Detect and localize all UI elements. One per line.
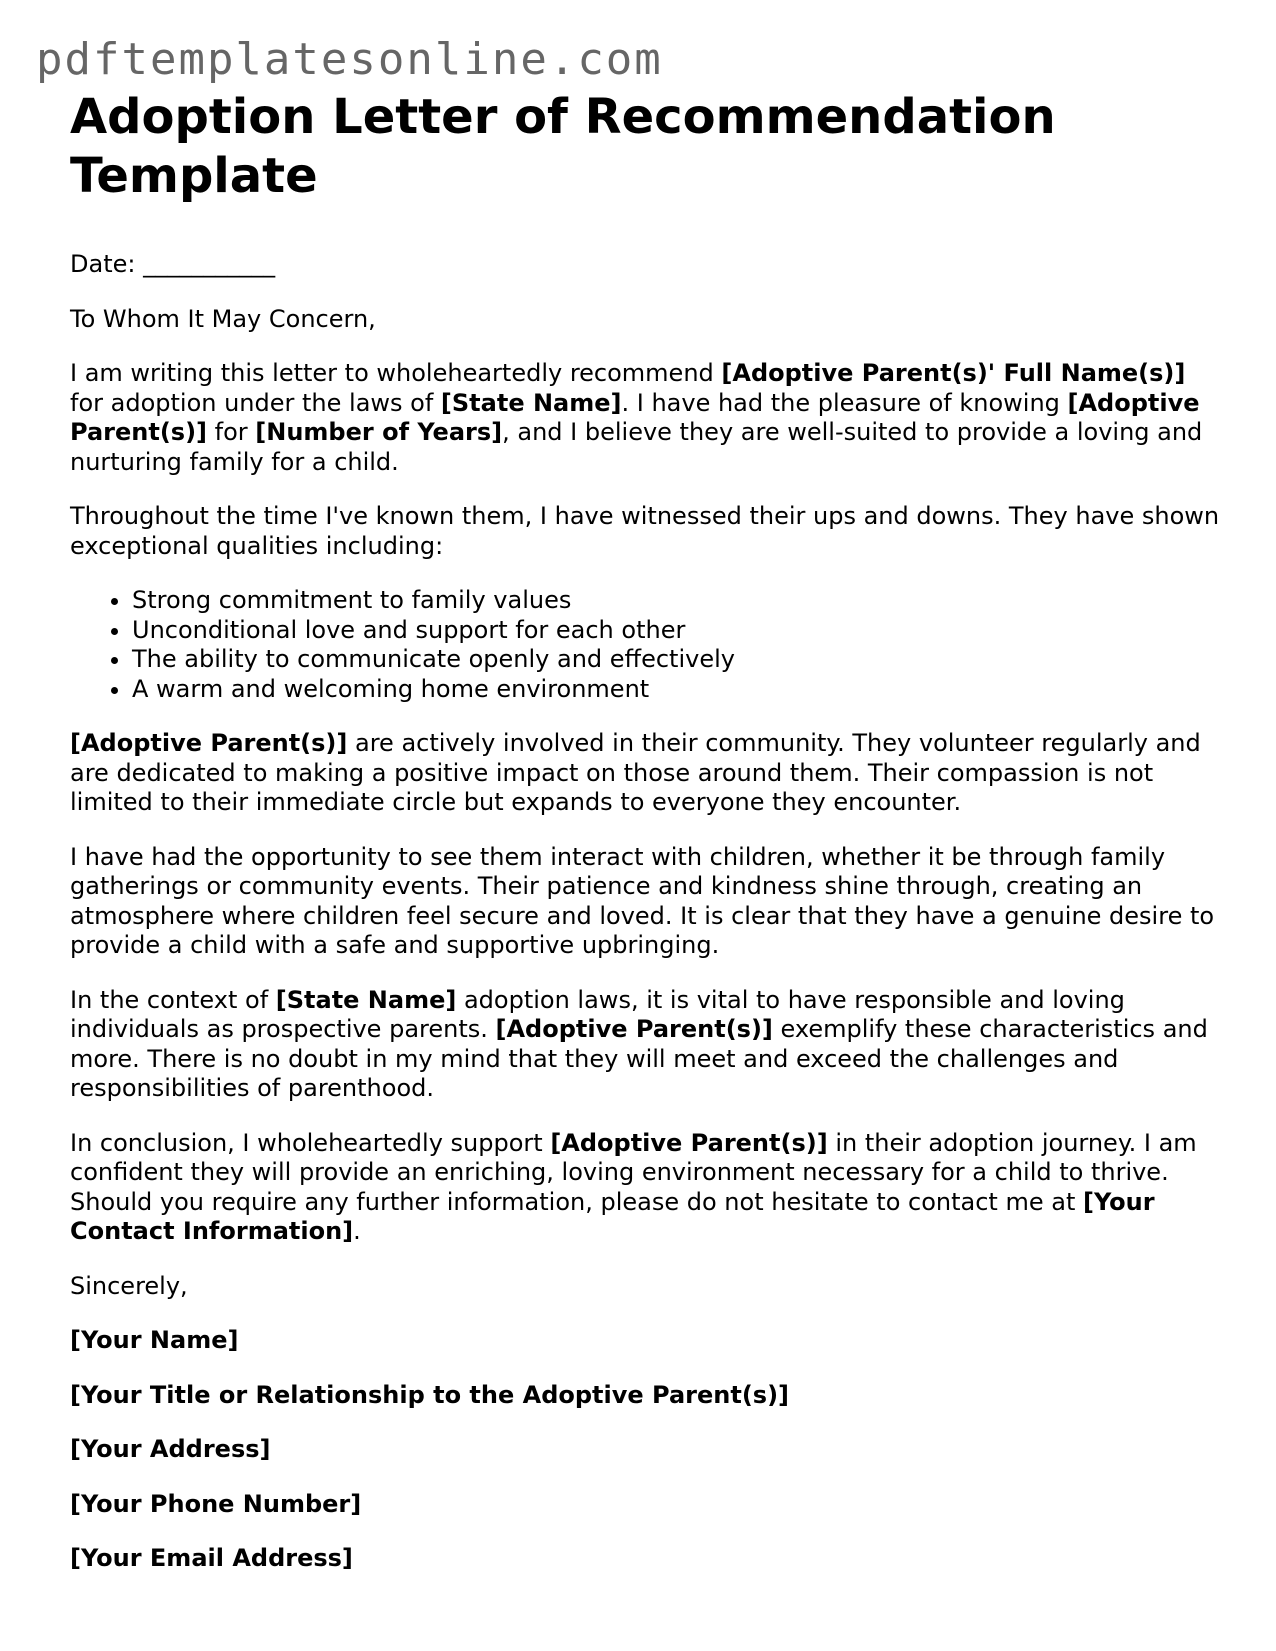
text-segment: for adoption under the laws of: [70, 388, 441, 417]
text-segment: exemplify these characteristics and more. There is no doubt in my mind that they will meet and exceed the challenges and responsibilities of parenthood.: [70, 1015, 1208, 1102]
paragraph-state-laws: [70, 986, 1220, 1104]
text-segment: are actively involved in their community. They volunteer regularly and are dedicated to making a positive impact on those around them. Their compassion is not limited to their immediate circle but expands to everyone they encounter.: [70, 729, 1201, 816]
paragraph-qualities-intro: Throughout the time I've known them, I have witnessed their ups and downs. They have shown exceptional qualities including:: [70, 502, 1220, 560]
placeholder-state-name: [State Name]: [440, 388, 622, 417]
signature-title: [Your Title or Relationship to the Adoptive Parent(s)]: [70, 1380, 790, 1409]
signature-block: [70, 1326, 1220, 1574]
placeholder-adoptive-parents: [Adoptive Parent(s)]: [70, 729, 348, 757]
placeholder-adoptive-parents: [Adoptive Parent(s)]: [550, 1128, 828, 1157]
signature-address: [Your Address]: [70, 1435, 271, 1463]
page-title: Adoption Letter of Recommendation Template: [70, 89, 1056, 204]
text-segment: .: [353, 1217, 361, 1245]
date-line: Date: ___________: [70, 250, 276, 278]
text-segment: , and I believe they are well-suited to provide a loving and nurturing family for a child.: [70, 418, 1203, 476]
placeholder-contact-information: [Your Contact Information]: [70, 1187, 1155, 1245]
paragraph-children: I have had the opportunity to see them interact with children, whether it be through family gatherings or community events. Their patience and kindness shine through, creating an atmosphere where children feel secure and loved. It is clear that they have a genuine desire to provide a child with a safe and supportive upbringing.: [70, 842, 1215, 959]
placeholder-adoptive-parents: [Adoptive Parent(s)]: [70, 388, 1200, 446]
placeholder-adoptive-parents: [Adoptive Parent(s)]: [495, 1015, 773, 1043]
text-segment: In the context of: [70, 985, 276, 1014]
placeholder-number-of-years: [Number of Years]: [255, 418, 503, 446]
list-item: • Unconditional love and support for each other: [132, 616, 1220, 646]
closing: Sincerely,: [70, 1271, 188, 1300]
signature-email: [Your Email Address]: [70, 1544, 353, 1572]
list-item: • A warm and welcoming home environment: [132, 675, 1220, 705]
list-item: • Strong commitment to family values: [132, 586, 1220, 616]
text-segment: in their adoption journey. I am confident they will provide an enriching, loving environment necessary for a child to thrive. Should you require any further information, please do not hesitate to contact me at: [70, 1128, 1197, 1216]
placeholder-parents-full-names: [Adoptive Parent(s)' Full Name(s)]: [721, 359, 1186, 387]
text-segment: . I have had the pleasure of knowing: [621, 388, 1068, 417]
letter-body: [70, 250, 1220, 1574]
text-segment: for: [207, 418, 256, 446]
signature-name: [Your Name]: [70, 1326, 239, 1354]
text-segment: adoption laws, it is vital to have responsible and loving individuals as prospective parents.: [70, 985, 1125, 1043]
signature-phone: [Your Phone Number]: [70, 1489, 362, 1518]
watermark: pdftemplatesonline.com: [36, 34, 663, 85]
paragraph-conclusion: [70, 1129, 1220, 1247]
paragraph-intro: [70, 359, 1220, 477]
qualities-list: [70, 586, 1220, 704]
letter-page: [70, 88, 1220, 1599]
list-item: • The ability to communicate openly and effectively: [132, 645, 1220, 675]
salutation: To Whom It May Concern,: [70, 304, 376, 333]
paragraph-community: [70, 729, 1220, 818]
text-segment: In conclusion, I wholeheartedly support: [70, 1128, 551, 1157]
placeholder-state-name: [State Name]: [275, 985, 457, 1014]
text-segment: I am writing this letter to wholeheartedly recommend: [70, 359, 722, 387]
